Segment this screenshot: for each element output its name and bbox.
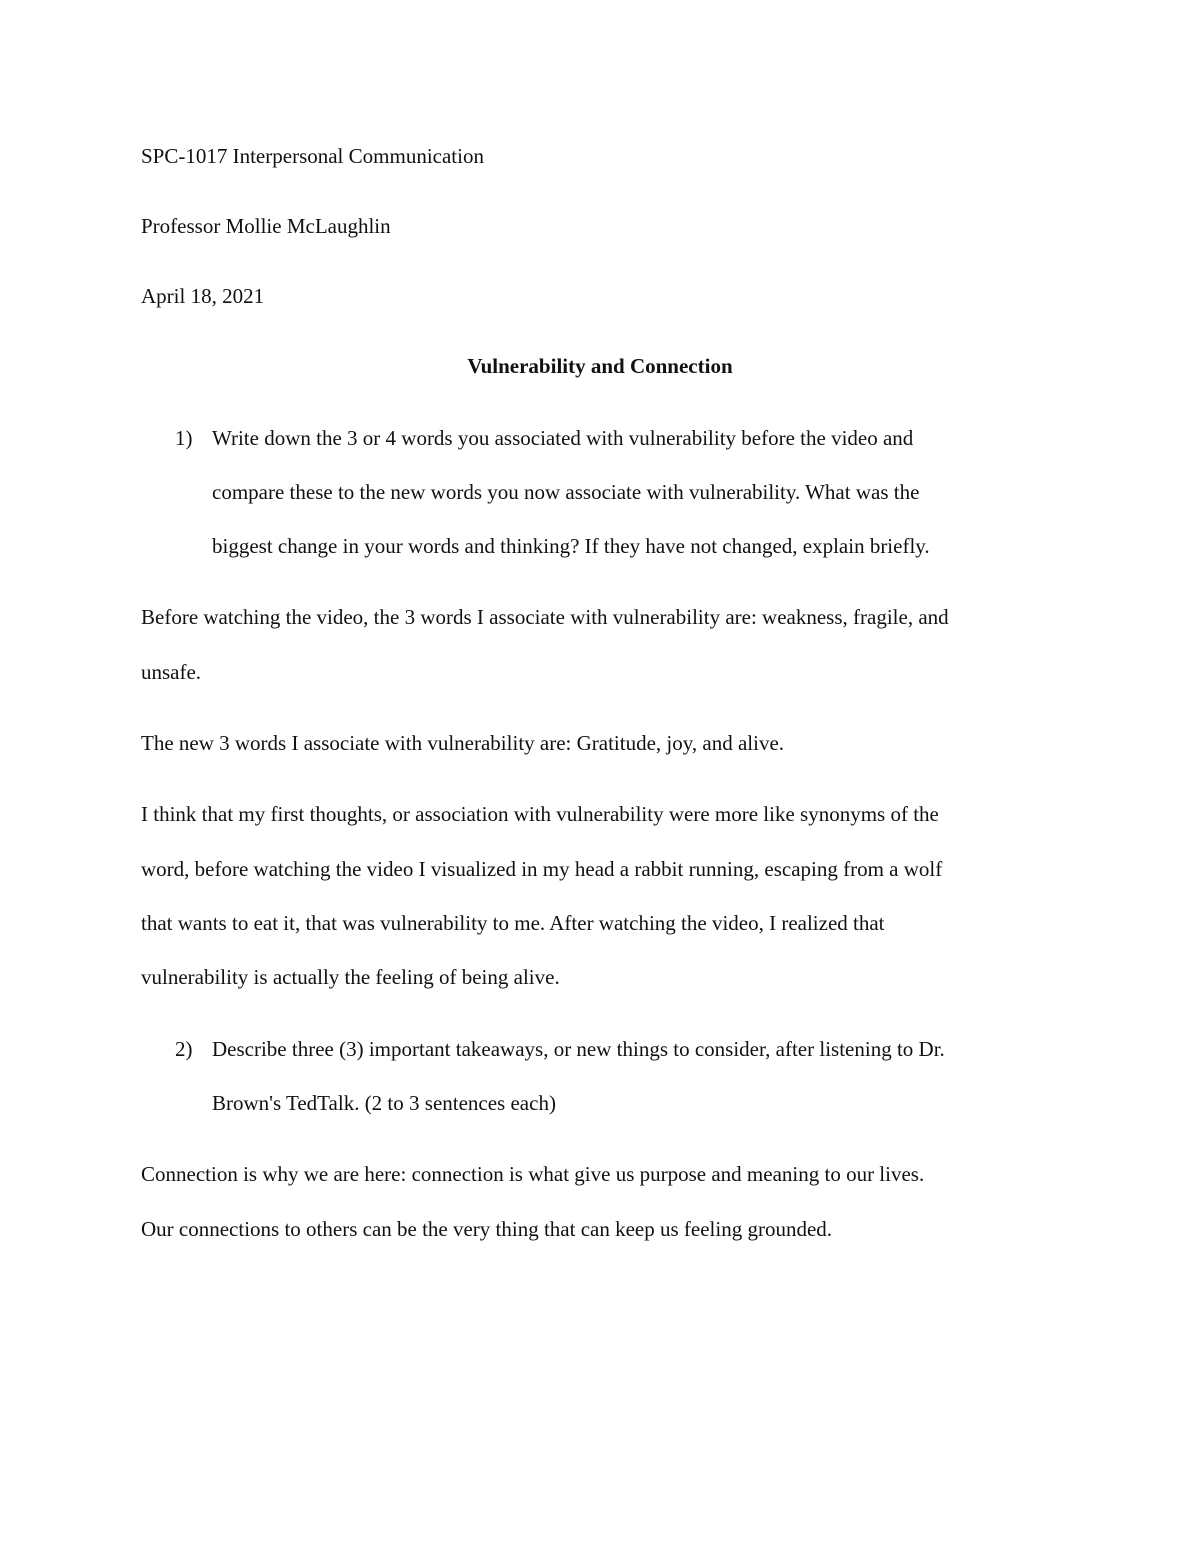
answer-1-paragraph-3-line: vulnerability is actually the feeling of being alive. [141,965,560,989]
question-1-line: compare these to the new words you now associate with vulnerability. What was the [212,480,920,504]
question-2-number: 2) [175,1037,193,1061]
document-title: Vulnerability and Connection [467,354,733,378]
question-1-number: 1) [175,426,193,450]
answer-1-paragraph-3-line: word, before watching the video I visualized in my head a rabbit running, escaping from a wolf [141,857,943,881]
answer-1-paragraph-1-line: Before watching the video, the 3 words I associate with vulnerability are: weakness, fragile, and [141,605,949,629]
document-date: April 18, 2021 [141,284,265,308]
question-2-line: Describe three (3) important takeaways, or new things to consider, after listening to Dr. [212,1037,945,1061]
professor-name: Professor Mollie McLaughlin [141,214,391,238]
question-1-line: biggest change in your words and thinking? If they have not changed, explain briefly. [212,534,930,558]
answer-2-paragraph-1-line: Our connections to others can be the very thing that can keep us feeling grounded. [141,1217,833,1241]
question-1-line: Write down the 3 or 4 words you associated with vulnerability before the video and [212,426,914,450]
answer-1-paragraph-1-line: unsafe. [141,660,202,684]
answer-1-paragraph-2-line: The new 3 words I associate with vulnerability are: Gratitude, joy, and alive. [141,731,785,755]
answer-1-paragraph-3-line: I think that my first thoughts, or association with vulnerability were more like synonyms of the [141,802,939,826]
course-name: SPC-1017 Interpersonal Communication [141,144,484,168]
answer-2-paragraph-1-line: Connection is why we are here: connection is what give us purpose and meaning to our lives. [141,1162,925,1186]
answer-1-paragraph-3-line: that wants to eat it, that was vulnerability to me. After watching the video, I realized that [141,911,885,935]
question-2-line: Brown's TedTalk. (2 to 3 sentences each) [212,1091,556,1115]
